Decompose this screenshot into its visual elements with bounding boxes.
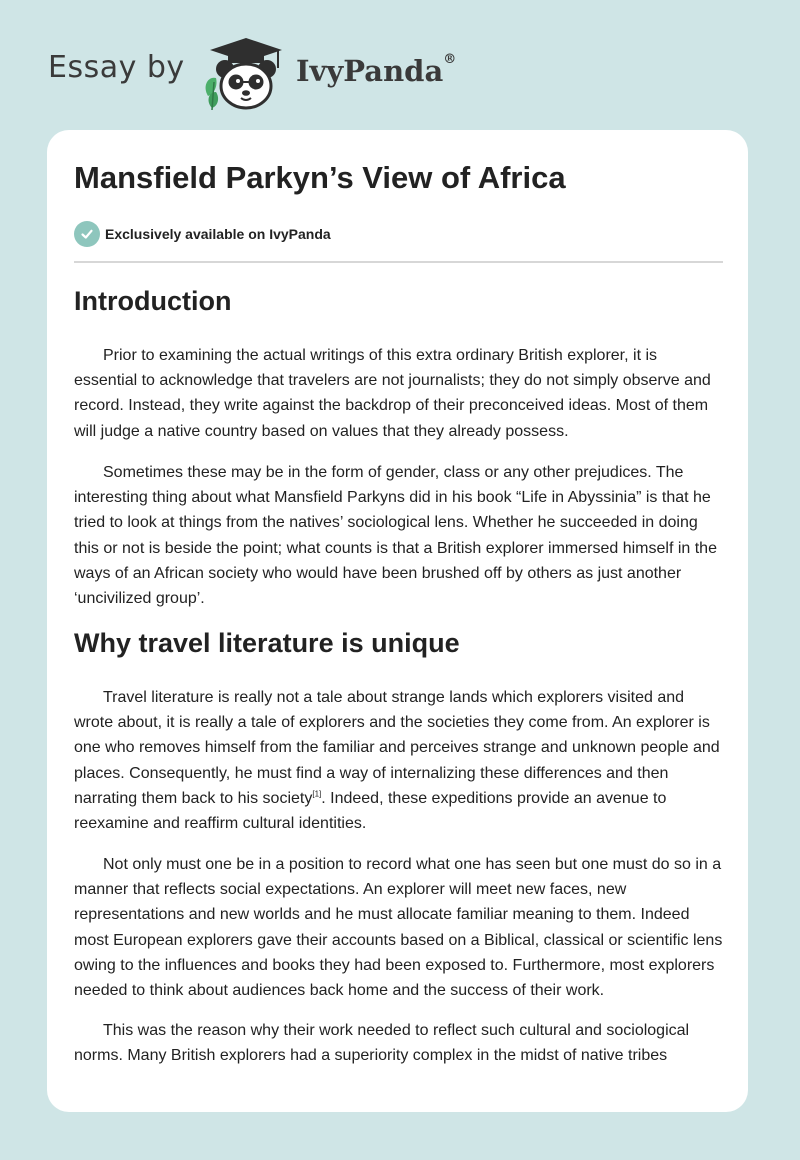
divider: [74, 261, 723, 263]
paragraph: Travel literature is really not a tale about strange lands which explorers visited and wrote about, it is really a tale of explorers and the societies they come from. An explorer is one who removes himself from the familiar and perceives strange and unknown people and places. Consequently, he must find a way of internalizing these differences and then narrating them back to his society[1]. Indeed, these expeditions provide an avenue to reexamine and reaffirm cultural identities.: [74, 689, 720, 833]
section-heading-travel-literature: Why travel literature is unique: [74, 628, 460, 658]
panda-graduate-icon[interactable]: [200, 36, 292, 114]
footnote-link[interactable]: [1]: [312, 789, 322, 799]
registered-mark: ®: [443, 52, 457, 67]
section-heading-introduction: Introduction: [74, 286, 232, 316]
page-title: Mansfield Parkyn’s View of Africa: [74, 160, 566, 195]
badge-label: Exclusively available on IvyPanda: [105, 226, 331, 242]
ivypanda-wordmark[interactable]: IvyPanda®: [296, 52, 457, 88]
site-header: [0, 0, 800, 130]
essay-by-label: Essay by: [48, 50, 185, 85]
paragraph: Sometimes these may be in the form of gender, class or any other prejudices. The interesting thing about what Mansfield Parkyns did in his book “Life in Abyssinia” is that he tried to look at things from the natives’ sociological lens. Whether he succeeded in doing this or not is beside the point; what counts is that a British explorer immersed himself in the ways of an African society who would have been brushed off by others as just another ‘uncivilized group’.: [74, 464, 717, 608]
paragraph: Not only must one be in a position to record what one has seen but one must do so in a manner that reflects social expectations. An explorer will meet new faces, new representations and new worlds and he must allocate familiar meaning to them. Indeed most European explorers gave their accounts based on a Biblical, classical or scientific lens owing to the influences and books they had been exposed to. Furthermore, most explorers needed to think about audiences back home and the success of their work.: [74, 856, 723, 1000]
essay-card: [47, 130, 748, 1112]
exclusive-badge: [74, 221, 331, 247]
check-circle-icon: [74, 221, 100, 247]
paragraph: Prior to examining the actual writings of this extra ordinary British explorer, it is essential to acknowledge that travelers are not journalists; they do not simply observe and record. Instead, they write against the backdrop of their preconceived ideas. Most of them will judge a native country based on values that they already possess.: [74, 347, 711, 440]
paragraph: This was the reason why their work needed to reflect such cultural and sociological norms. Many British explorers had a superiority complex in the midst of native tribes: [74, 1022, 690, 1065]
